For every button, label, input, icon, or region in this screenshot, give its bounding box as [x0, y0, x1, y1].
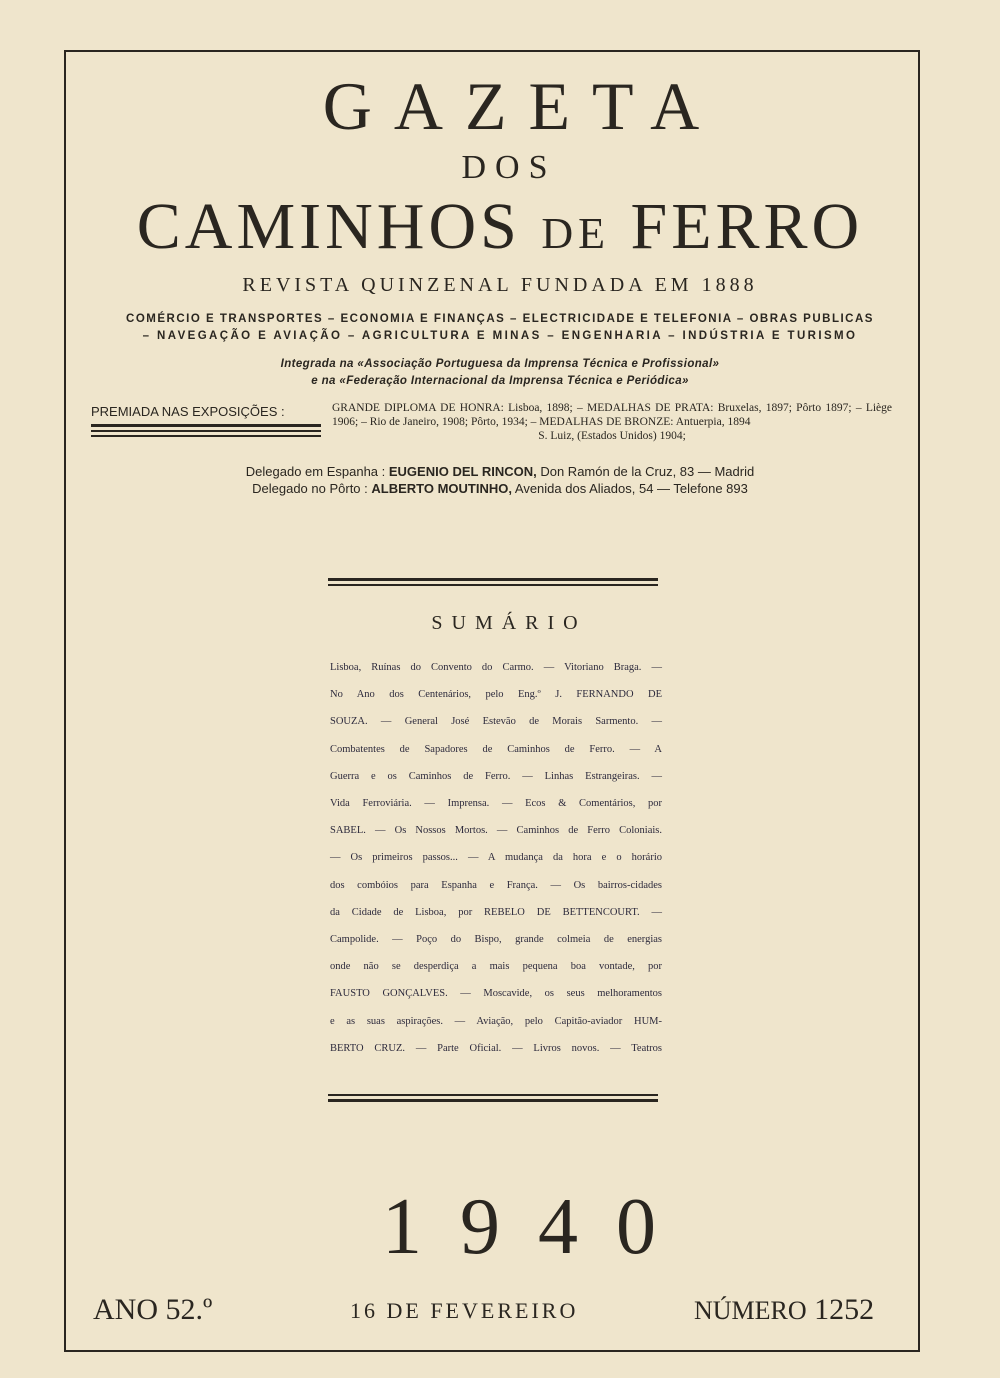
delegate-porto-name: ALBERTO MOUTINHO,: [371, 481, 512, 496]
summary-top-rule-1: [328, 578, 658, 581]
numero-label: NÚMERO: [694, 1296, 807, 1325]
issue-year-number: [93, 1290, 212, 1330]
awards-text-line-3: S. Luiz, (Estados Unidos) 1904;: [538, 430, 686, 442]
delegate-porto-label: Delegado no Pôrto :: [252, 481, 368, 496]
summary-line: BERTO CRUZ. — Parte Oficial. — Livros novos. — Teatros: [330, 1042, 662, 1054]
summary-body: [330, 654, 662, 1062]
topics-line-2: – NAVEGAÇÃO E AVIAÇÃO – AGRICULTURA E MINAS – ENGENHARIA – INDÚSTRIA E TURISMO: [142, 330, 858, 342]
summary-line: Guerra e os Caminhos de Ferro. — Linhas Estrangeiras. —: [330, 770, 662, 782]
delegate-spain-name: EUGENIO DEL RINCON,: [388, 464, 537, 479]
summary-line: No Ano dos Centenários, pelo Eng.º J. FERNANDO DE: [330, 689, 662, 701]
summary-bottom-rule-2: [328, 1099, 658, 1102]
topics-line-1: COMÉRCIO E TRANSPORTES – ECONOMIA E FINANÇAS – ELECTRICIDADE E TELEFONIA – OBRAS PUBLICAS: [126, 313, 874, 325]
summary-line: — Os primeiros passos... — A mudança da hora e o horário: [330, 852, 662, 864]
summary-line: Combatentes de Sapadores de Caminhos de Ferro. — A: [330, 743, 662, 755]
masthead-word-caminhos: CAMINHOS: [136, 190, 521, 263]
numero-value: 1252: [814, 1293, 875, 1326]
summary-line: Lisboa, Ruínas do Convento do Carmo. — Vitoriano Braga. —: [330, 662, 662, 673]
delegate-spain-address: Don Ramón de la Cruz, 83 — Madrid: [540, 464, 755, 479]
awards-label: PREMIADA NAS EXPOSIÇÕES :: [91, 404, 285, 419]
awards-text: [332, 401, 892, 443]
delegate-porto: [0, 480, 1000, 497]
awards-text-line-2: 1897; – Liège 1906; – Rio de Janeiro, 1908; Pôrto, 1934; – MEDALHAS DE BRONZE: Antuerpia, 1894: [332, 402, 893, 428]
ano-label: ANO: [93, 1293, 158, 1326]
issue-date: 16 DE FEVEREIRO: [350, 1298, 579, 1323]
association-line-1: Integrada na «Associação Portuguesa da Imprensa Técnica e Profissional»: [280, 358, 720, 370]
awards-rule-thick: [91, 424, 321, 427]
summary-line: e as suas aspirações. — Aviação, pelo Capitão-aviador HUM-: [330, 1015, 662, 1027]
masthead-title-dos: DOS: [461, 149, 557, 186]
summary-line: onde não se desperdiça a mais pequena boa vontade, por: [330, 961, 662, 973]
summary-line: SOUZA. — General José Estevão de Morais Sarmento. —: [330, 716, 662, 728]
summary-line: dos combóios para Espanha e França. — Os bairros-cidades: [330, 879, 662, 891]
association-line-2: e na «Federação Internacional da Imprensa Técnica e Periódica»: [311, 375, 689, 387]
summary-top-rule-2: [328, 584, 658, 586]
summary-line: Campolide. — Poço do Bispo, grande colmeia de energias: [330, 934, 662, 946]
masthead-title-caminhos-de-ferro: [0, 190, 1000, 271]
summary-line: SABEL. — Os Nossos Mortos. — Caminhos de Ferro Coloniais.: [330, 825, 662, 837]
masthead-title-gazeta: GAZETA: [322, 68, 722, 144]
masthead-word-de: DE: [541, 209, 610, 258]
delegate-spain: [0, 463, 1000, 480]
awards-text-line-1: GRANDE DIPLOMA DE HONRA: Lisboa, 1898; – MEDALHAS DE PRATA: Bruxelas, 1897; Pôrto: [332, 402, 822, 414]
ano-value: 52.º: [165, 1293, 213, 1326]
awards-rule-thin-1: [91, 430, 321, 432]
summary-line: da Cidade de Lisboa, por REBELO DE BETTENCOURT. —: [330, 906, 662, 918]
summary-line: FAUSTO GONÇALVES. — Moscavide, os seus melhoramentos: [330, 988, 662, 1000]
delegate-porto-address: Avenida dos Aliados, 54 — Telefone 893: [514, 481, 748, 496]
issue-year: 1940: [382, 1183, 694, 1271]
issue-number: [694, 1290, 874, 1331]
summary-bottom-rule-1: [328, 1094, 658, 1096]
delegate-spain-label: Delegado em Espanha :: [245, 464, 386, 479]
masthead-word-ferro: FERRO: [630, 190, 864, 263]
summary-heading: SUMÁRIO: [431, 612, 587, 634]
awards-rule-thin-2: [91, 435, 321, 437]
summary-line: Vida Ferroviária. — Imprensa. — Ecos & Comentários, por: [330, 798, 662, 810]
masthead-subtitle: REVISTA QUINZENAL FUNDADA EM 1888: [242, 274, 758, 296]
